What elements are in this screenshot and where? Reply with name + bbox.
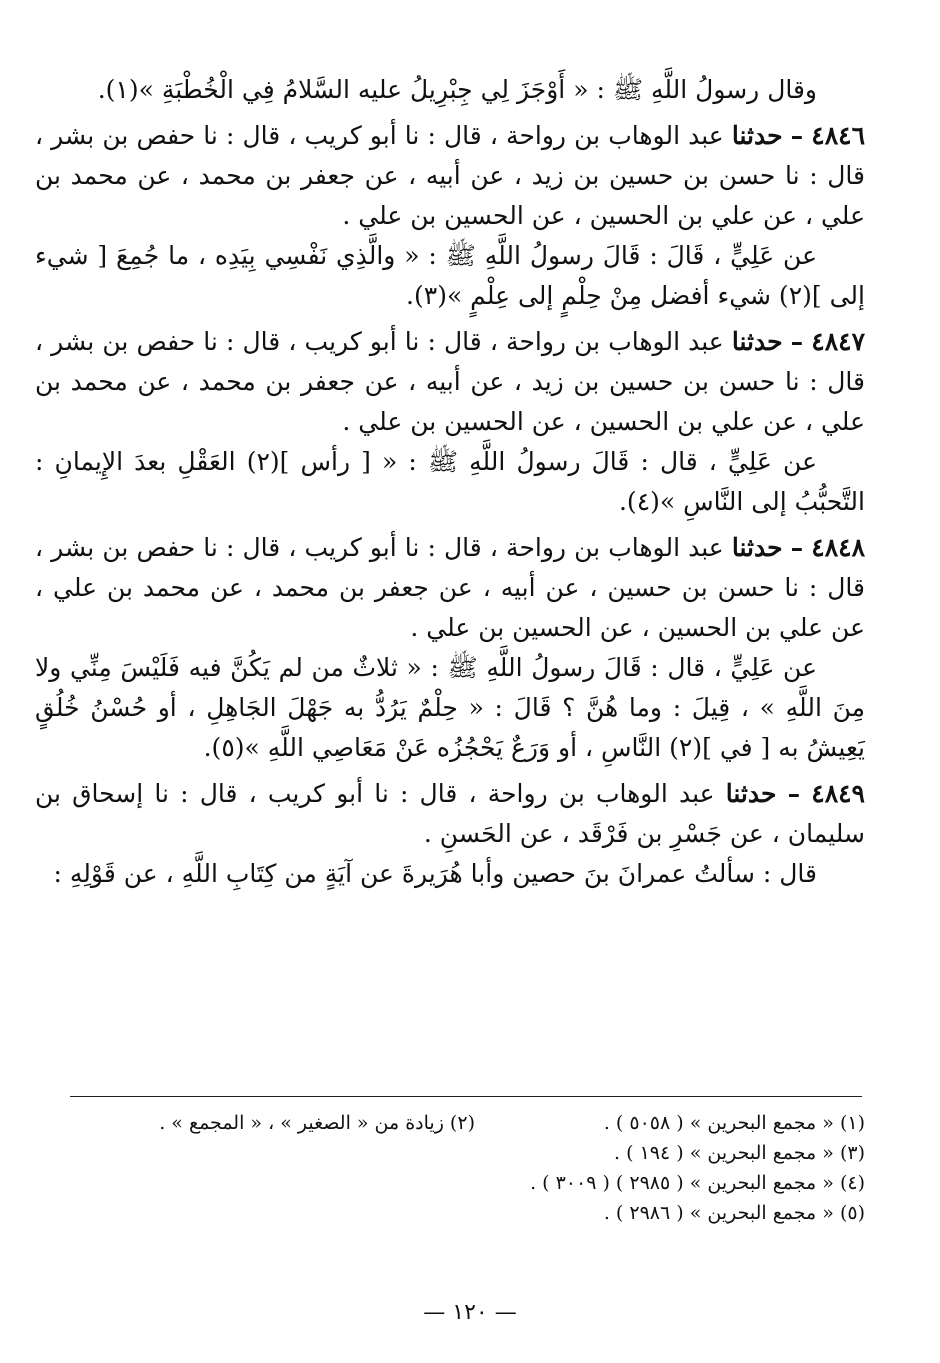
isnad-text: عبد الوهاب بن رواحة ، قال : نا أبو كريب ، قال : نا إسحاق بن سليمان ، عن جَسْرِ بن فَرْقَد ، عن الحَسنِ . [35,779,865,848]
hadith-entry-4849 [35,774,865,854]
dash-separator: – [790,533,804,562]
hadith-matn: عن عَلِيٍّ ، قال : قَالَ رسولُ اللَّهِ ﷺ : « ثلاثٌ من لم يَكُنَّ فيه فَلَيْسَ مِنِّي ولا مِنَ اللَّهِ » ، قِيلَ : وما هُنَّ ؟ قَالَ : « حِلْمٌ يَرُدُّ به جَهْلَ الجَاهِلِ ، أو حُسْنُ خُلُقٍ يَعِيشُ به [ في ](٢) النَّاسِ ، أو وَرَعٌ يَحْجُزُه عَنْ مَعَاصِي اللَّهِ »(٥). [35,653,865,762]
footnote-row [60,1108,865,1138]
hadith-number: ٤٨٤٧ [811,327,866,356]
narration-lead: حدثنا [731,533,783,562]
footnotes [60,1108,865,1228]
hadith-number: ٤٨٤٨ [811,533,866,562]
hadith-matn: عن عَلِيٍّ ، قَالَ : قَالَ رسولُ اللَّهِ ﷺ : « والَّذِي نَفْسِي بِيَدِه ، ما جُمِعَ [ شيء إلى ](٢) شيء أفضل مِنْ حِلْمٍ إلى عِلْمٍ »(٣). [35,241,865,310]
footnote-2: (٢) زيادة من « الصغير » ، « المجمع » . [159,1112,475,1134]
isnad-text: عبد الوهاب بن رواحة ، قال : نا أبو كريب ، قال : نا حفص بن بشر ، قال : نا حسن بن حسين بن زيد ، عن أبيه ، عن جعفر بن محمد ، عن محمد بن علي ، عن علي بن الحسين ، عن الحسين بن علي . [35,121,865,230]
hadith-number: ٤٨٤٩ [811,779,865,808]
footnote-3: (٣) « مجمع البحرين » ( ١٩٤ ) . [614,1142,865,1164]
footnote-row [60,1168,865,1198]
isnad-text: عبد الوهاب بن رواحة ، قال : نا أبو كريب ، قال : نا حفص بن بشر ، قال : نا حسن بن حسين ، عن أبيه ، عن جعفر بن محمد ، عن محمد بن علي ، عن علي بن الحسين ، عن الحسين بن علي . [35,533,865,642]
footnote-5: (٥) « مجمع البحرين » ( ٢٩٨٦ ) . [603,1202,865,1224]
narration-lead: حدثنا [725,779,777,808]
page-number: — ١٢٠ — [423,1300,517,1325]
dash-separator: – [790,327,804,356]
main-text [35,70,865,894]
narration-lead: حدثنا [731,327,783,356]
hadith-matn: قال : سألتُ عمرانَ بنَ حصين وأبا هُرَيرةَ عن آيَةٍ من كِتَابِ اللَّهِ ، عن قَوْلِهِ : [53,859,817,888]
narration-lead: حدثنا [731,121,783,150]
hadith-continuation: وقال رسولُ اللَّهِ ﷺ : « أَوْجَزَ لِي جِبْرِيلُ عليه السَّلامُ فِي الْخُطْبَةِ »(١). [97,75,817,104]
footnote-row [60,1198,865,1228]
hadith-entry-4848 [35,528,865,648]
footnote-row [60,1138,865,1168]
dash-separator: – [790,121,804,150]
footnote-divider [70,1096,862,1097]
footnote-4: (٤) « مجمع البحرين » ( ٢٩٨٥ ) ( ٣٠٠٩ ) . [530,1172,865,1194]
hadith-matn: عن عَلِيٍّ ، قال : قَالَ رسولُ اللَّهِ ﷺ : « [ رأس ](٢) العَقْلِ بعدَ الإِيمانِ : التَّحبُّبُ إلى النَّاسِ »(٤). [35,447,865,516]
hadith-entry-4847 [35,322,865,442]
footnote-1: (١) « مجمع البحرين » ( ٥٠٥٨ ) . [603,1112,865,1134]
hadith-number: ٤٨٤٦ [811,121,866,150]
isnad-text: عبد الوهاب بن رواحة ، قال : نا أبو كريب ، قال : نا حفص بن بشر ، قال : نا حسن بن حسين بن زيد ، عن أبيه ، عن جعفر بن محمد ، عن محمد بن علي ، عن علي بن الحسين ، عن الحسين بن علي . [35,327,865,436]
hadith-entry-4846 [35,116,865,236]
dash-separator: – [787,779,801,808]
